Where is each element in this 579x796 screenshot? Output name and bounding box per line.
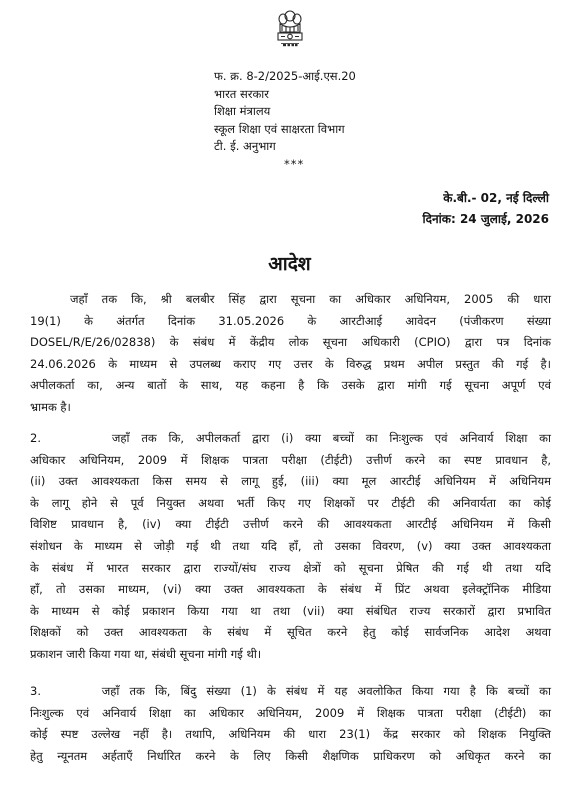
paragraph-line: प्रकाशन जारी किया गया था, संबंधी सूचना मांगी गई थी। — [30, 646, 262, 661]
file-number: फ. क्र. 8-2/2025-आई.एस.20 — [214, 69, 356, 83]
paragraph-line: 24.06.2026 के माध्यम से उपलब्ध कराए गए उत्तर के विरुद्ध प्रथम अपील प्रस्तुत की गई है। — [30, 356, 551, 371]
place-date-block — [423, 188, 550, 230]
paragraph-line: अपीलकर्ता का, अन्य बातों के साथ, यह कहना है कि उसके द्वारा मांगी गई सूचना अपूर्ण एवं — [30, 378, 551, 393]
paragraph-line: संशोधन के माध्यम से जोड़ी गई थी तथा यदि हाँ, तो उसका विवरण, (v) क्या उक्त आवश्यकता — [30, 538, 551, 553]
date-line: दिनांक: 24 जुलाई, 2026 — [422, 212, 549, 226]
paragraph-line: कोई स्पष्ट उल्लेख नहीं है। तथापि, अधिनियम की धारा 23(1) केंद्र सरकार को शिक्षक नियुक्ति — [30, 727, 551, 742]
order-title: आदेश — [268, 253, 311, 275]
paragraph-line: हेतु न्यूनतम अर्हताएँ निर्धारित करने के लिए किसी शैक्षणिक प्राधिकरण को अधिकृत करने का — [30, 748, 551, 763]
paragraph-line: शिक्षकों को उक्त आवश्यकता के संबंध में सूचित करने हेतु कोई सार्वजनिक आदेश अथवा — [30, 625, 551, 640]
paragraph-line: 2. जहाँ तक कि, अपीलकर्ता द्वारा (i) क्या बच्चों का निःशुल्क एवं अनिवार्य शिक्षा का — [30, 431, 551, 445]
section-name: टी. ई. अनुभाग — [214, 139, 276, 153]
paragraph-line: जहाँ तक कि, श्री बलबीर सिंह द्वारा सूचना का अधिकार अधिनियम, 2005 की धारा — [70, 292, 551, 306]
ministry-name: शिक्षा मंत्रालय — [214, 104, 271, 118]
national-emblem-icon — [273, 8, 307, 56]
separator-stars: *** — [284, 156, 305, 171]
paragraph-1 — [30, 289, 551, 419]
paragraph-line: विशिष्ट प्रावधान है, (iv) क्या टीईटी उत्तीर्ण करने की आवश्यकता आरटीई अधिनियम में किसी — [30, 517, 551, 532]
paragraph-line: 19(1) के अंतर्गत दिनांक 31.05.2026 के आरटीआई आवेदन (पंजीकरण संख्या — [30, 313, 551, 328]
paragraph-line: निःशुल्क एवं अनिवार्य शिक्षा का अधिकार अधिनियम, 2009 में शिक्षक पात्रता परीक्षा (टीईटी) का — [30, 705, 551, 720]
paragraph-line: DOSEL/R/E/26/02838) के संबंध में केंद्रीय लोक सूचना अधिकारी (CPIO) द्वारा पत्र दिनांक — [30, 335, 551, 350]
paragraph-line: 3. जहाँ तक कि, बिंदु संख्या (1) के संबंध में यह अवलोकित किया गया है कि बच्चों का — [30, 684, 551, 698]
paragraph-line: अधिकार अधिनियम, 2009 में शिक्षक पात्रता परीक्षा (टीईटी) उत्तीर्ण करने का स्पष्ट प्रावधान है, — [30, 452, 551, 467]
place-line: के.बी.- 02, नई दिल्ली — [443, 191, 549, 205]
paragraph-line: हाँ, तो उसका माध्यम, (vi) क्या उक्त आवश्यकता के संबंध में प्रिंट अथवा इलेक्ट्रॉनिक मीडिया — [30, 582, 551, 597]
paragraph-line: के संबंध में भारत सरकार द्वारा राज्यों/संघ राज्य क्षेत्रों को सूचना प्रेषित की गई थी तथा यदि — [30, 560, 551, 575]
government-name: भारत सरकार — [214, 86, 269, 101]
paragraph-line: (ii) उक्त आवश्यकता किस समय से लागू हुई, (iii) क्या मूल आरटीई अधिनियम में अधिनियम — [30, 474, 551, 489]
office-header — [214, 68, 474, 173]
paragraph-2 — [30, 428, 551, 666]
paragraph-line: के लागू होने से पूर्व नियुक्त अथवा भर्ती किए गए शिक्षकों पर टीईटी की अनिवार्यता का कोई — [30, 495, 551, 510]
paragraph-line: के माध्यम से कोई प्रकाशन किया गया था तथा (vii) क्या संबंधित राज्य सरकारों द्वारा प्रभावित — [30, 603, 551, 618]
department-name: स्कूल शिक्षा एवं साक्षरता विभाग — [214, 121, 345, 136]
paragraph-line: भ्रामक है। — [30, 399, 71, 414]
paragraph-3 — [30, 681, 551, 767]
